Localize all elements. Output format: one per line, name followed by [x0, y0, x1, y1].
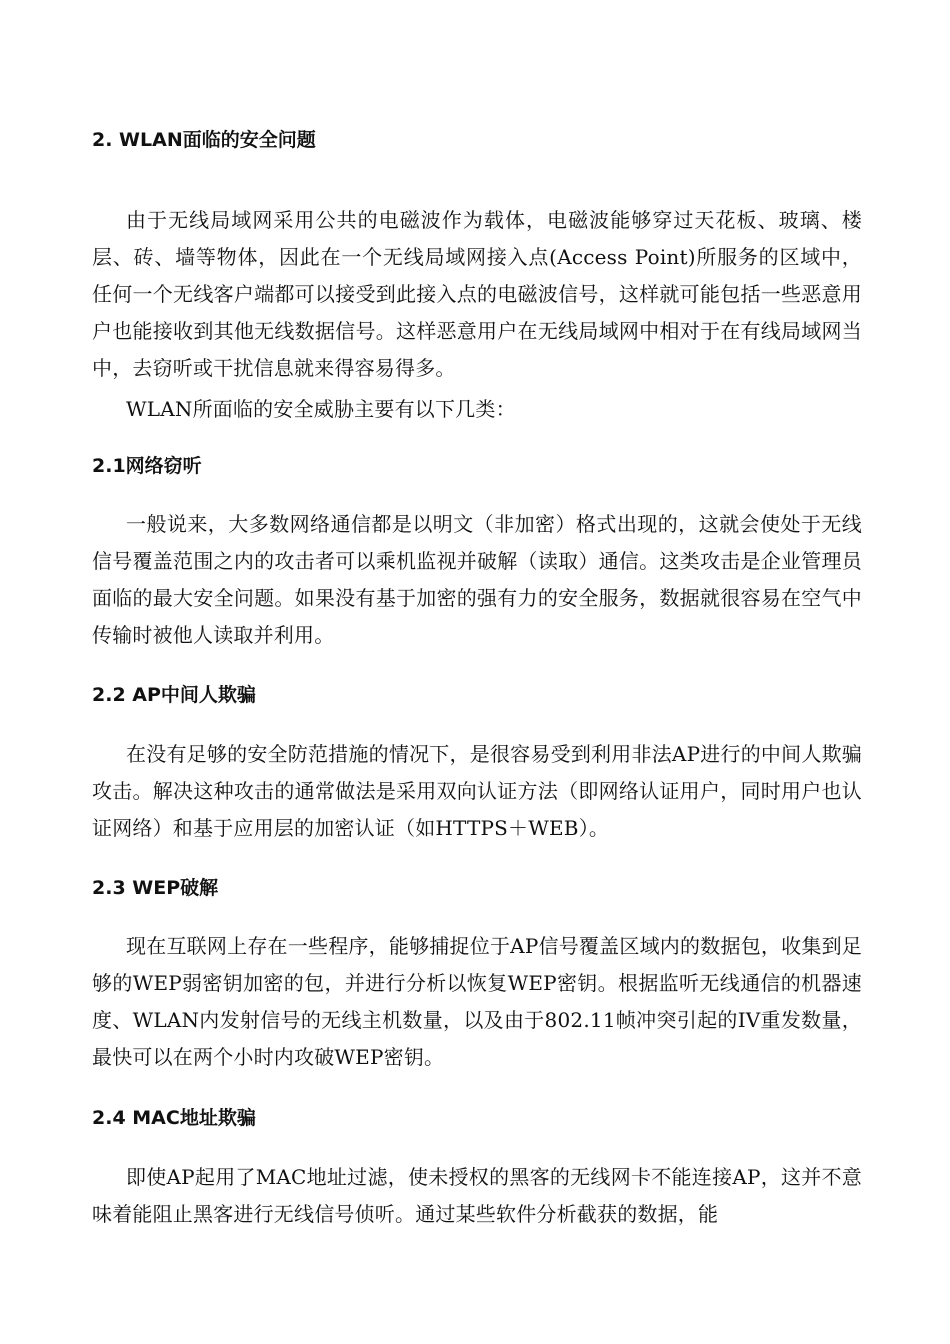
paragraph-eavesdropping: 一般说来，大多数网络通信都是以明文（非加密）格式出现的，这就会使处于无线信号覆盖范围之内的攻击者可以乘机监视并破解（读取）通信。这类攻击是企业管理员面临的最大安全问题。如果没有基于加密的强有力的安全服务，数据就很容易在空气中传输时被他人读取并利用。 [92, 512, 862, 647]
section-heading-2-1: 2.1网络窃听 [92, 455, 202, 477]
paragraph-wep-cracking: 现在互联网上存在一些程序，能够捕捉位于AP信号覆盖区域内的数据包，收集到足够的WEP弱密钥加密的包，并进行分析以恢复WEP密钥。根据监听无线通信的机器速度、WLAN内发射信号的无线主机数量，以及由于802.11帧冲突引起的IV重发数量，最快可以在两个小时内攻破WEP密钥。 [92, 934, 862, 1069]
paragraph-threats-intro: WLAN所面临的安全威胁主要有以下几类： [126, 397, 516, 421]
paragraph-intro: 由于无线局域网采用公共的电磁波作为载体，电磁波能够穿过天花板、玻璃、楼层、砖、墙等物体，因此在一个无线局域网接入点(Access Point)所服务的区域中，任何一个无线客户端都可以接受到此接入点的电磁波信号，这样就可能包括一些恶意用户也能接收到其他无线数据信号。这样恶意用户在无线局域网中相对于在有线局域网当中，去窃听或干扰信息就来得容易得多。 [92, 208, 862, 380]
section-heading-2-4: 2.4 MAC地址欺骗 [92, 1107, 256, 1129]
paragraph-mac-spoofing: 即使AP起用了MAC地址过滤，使未授权的黑客的无线网卡不能连接AP，这并不意味着能阻止黑客进行无线信号侦听。通过某些软件分析截获的数据，能 [92, 1165, 862, 1226]
paragraph-ap-spoofing: 在没有足够的安全防范措施的情况下，是很容易受到利用非法AP进行的中间人欺骗攻击。解决这种攻击的通常做法是采用双向认证方法（即网络认证用户，同时用户也认证网络）和基于应用层的加密认证（如HTTPS＋WEB）。 [92, 742, 862, 840]
section-heading-2: 2. WLAN面临的安全问题 [92, 129, 316, 151]
section-heading-2-3: 2.3 WEP破解 [92, 877, 219, 899]
section-heading-2-2: 2.2 AP中间人欺骗 [92, 684, 256, 706]
